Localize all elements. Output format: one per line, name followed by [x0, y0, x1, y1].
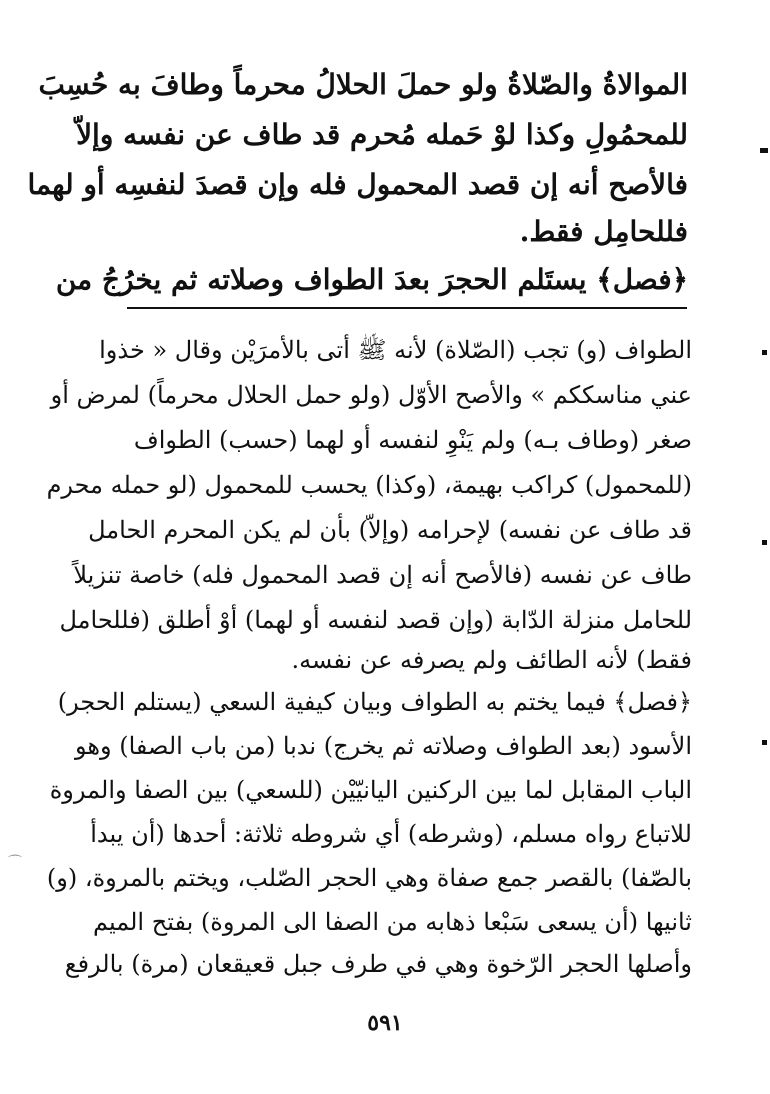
sharh-line-13: بالصّفا) بالقصر جمع صفاة وهي الحجر الصّلب، ويختم بالمروة، (و)	[46, 864, 692, 892]
sharh-line-3: صغر (وطاف بـه) ولم يَنْوِ لنفسه أو لهما (حسب) الطواف	[133, 426, 692, 454]
matn-line-1: الموالاةُ والصّلاةُ ولو حملَ الحلالُ محرماً وطافَ به حُسِبَ	[38, 68, 688, 101]
sharh-line-10: الأسود (بعد الطواف وصلاته ثم يخرج) ندبا (من باب الصفا) وهو	[74, 732, 692, 760]
margin-mark	[762, 740, 767, 745]
margin-mark	[762, 350, 767, 355]
sharh-line-11: الباب المقابل لما بين الركنين اليانيّيْن (للسعي) بين الصفا والمروة	[49, 776, 692, 804]
sharh-line-5: قد طاف عن نفسه) لإحرامه (وإلاّ) بأن لم يكن المحرم الحامل	[88, 516, 692, 544]
sharh-line-9: ﴿فصل﴾ فيما يختم به الطواف وبيان كيفية السعي (يستلم الحجر)	[57, 688, 692, 716]
sharh-line-4: (للمحمول) كراكب بهيمة، (وكذا) يحسب للمحمول (لو حمله محرم	[46, 471, 692, 499]
matn-line-3: فالأصح أنه إن قصد المحمول فله وإن قصدَ لنفسِه أو لهما	[27, 168, 688, 201]
page-number: ٥٩١	[367, 1010, 403, 1036]
sharh-line-14: ثانيها (أن يسعى سَبْعا ذهابه من الصفا الى المروة) بفتح الميم	[93, 908, 692, 936]
sharh-line-15: وأصلها الحجر الرّخوة وهي في طرف جبل قعيقعان (مرة) بالرفع	[64, 950, 692, 978]
margin-mark	[762, 540, 767, 545]
sharh-line-2: عني مناسككم » والأصح الأوّل (ولو حمل الحلال محرماً) لمرض أو	[50, 381, 692, 409]
margin-scan-artifact: ⌒	[8, 855, 22, 871]
sharh-line-8: فقط) لأنه الطائف ولم يصرفه عن نفسه.	[291, 646, 692, 674]
matn-line-5: ﴿فصل﴾ يستَلم الحجرَ بعدَ الطواف وصلاته ثم يخرُجُ من	[55, 263, 688, 296]
matn-line-2: للمحمُولِ وكذا لوْ حَمله مُحرم قد طاف عن نفسه وإلاّ	[76, 118, 688, 151]
section-divider	[127, 307, 687, 309]
margin-mark	[760, 148, 768, 153]
sharh-line-1: الطواف (و) تجب (الصّلاة) لأنه ﷺ أتى بالأمرَيْن وقال « خذوا	[99, 336, 692, 364]
sharh-line-7: للحامل منزلة الدّابة (وإن قصد لنفسه أو لهما) أوْ أطلق (فللحامل	[59, 606, 692, 634]
sharh-line-6: طاف عن نفسه (فالأصح أنه إن قصد المحمول فله) خاصة تنزيلاً	[73, 561, 692, 589]
sharh-line-12: للاتباع رواه مسلم، (وشرطه) أي شروطه ثلاثة: أحدها (أن يبدأ	[90, 820, 692, 848]
matn-line-4: فللحامِل فقط.	[519, 215, 688, 248]
